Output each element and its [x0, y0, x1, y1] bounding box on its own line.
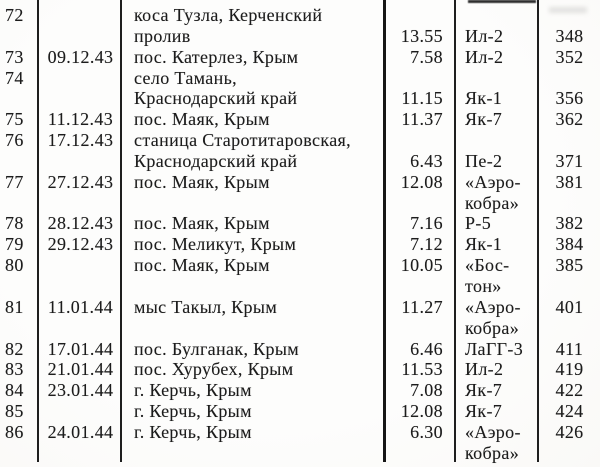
cell-aircraft: «Аэро-: [465, 171, 521, 192]
cell-aircraft: Ил-2: [465, 25, 504, 46]
cell-time: 6.46: [410, 338, 443, 359]
cell-aircraft: [456, 68, 539, 89]
cell-location: село Тамань,: [134, 67, 238, 88]
cell-date: [39, 88, 122, 109]
cell-location: [122, 318, 386, 339]
cell-date: [39, 401, 122, 422]
cell-row-number: [0, 318, 39, 339]
cell-aircraft: Як-1: [465, 234, 503, 255]
cell-date: 11.01.44: [47, 296, 114, 317]
cell-date: 29.12.43: [47, 234, 114, 255]
cell-time: 13.55: [400, 25, 443, 46]
cell-row-number: 75: [5, 109, 24, 130]
table-line: [0, 276, 600, 297]
cell-date: 23.01.44: [47, 380, 114, 401]
cropped-row-remnant: [468, 0, 536, 3]
cell-aircraft: Ил-2: [465, 359, 504, 380]
cell-aircraft: «Бос-: [465, 255, 510, 276]
cell-row-number: 80: [5, 255, 24, 276]
cell-row-number: [0, 88, 39, 109]
cell-sortie-number: 426: [555, 421, 584, 442]
cell-date: 17.12.43: [47, 130, 114, 151]
cell-time: 12.08: [400, 171, 443, 192]
cell-date: [39, 26, 122, 47]
table-line: [0, 213, 600, 234]
cell-row-number: 79: [5, 234, 24, 255]
table-line: [0, 422, 600, 443]
cell-date: [39, 255, 122, 276]
cell-date: [39, 318, 122, 339]
cell-time: 7.12: [410, 234, 443, 255]
table-line: [0, 443, 600, 464]
cell-sortie-number: 356: [555, 88, 584, 109]
cell-date: [39, 151, 122, 172]
cell-location: пос. Меликут, Крым: [134, 234, 297, 255]
cell-aircraft: Як-7: [465, 401, 503, 422]
cell-location: пос. Маяк, Крым: [134, 255, 270, 276]
cell-aircraft: [456, 130, 539, 151]
cell-sortie-number: [539, 193, 600, 214]
cell-date: 28.12.43: [47, 213, 114, 234]
cell-time: 11.53: [401, 359, 443, 380]
cell-date: 11.12.43: [47, 109, 114, 130]
cell-date: 27.12.43: [47, 171, 114, 192]
cell-aircraft: «Аэро-: [465, 421, 521, 442]
table-line: [0, 151, 600, 172]
cell-location: коса Тузла, Керченский: [134, 5, 323, 25]
cell-sortie-number: [539, 5, 600, 26]
cell-aircraft: Як-7: [465, 380, 503, 401]
table-line: [0, 47, 600, 68]
table-line: [0, 88, 600, 109]
cell-sortie-number: 384: [555, 234, 584, 255]
cell-location: пос. Катерлез, Крым: [134, 46, 299, 67]
cell-location: пос. Маяк, Крым: [134, 171, 270, 192]
cell-location: г. Керчь, Крым: [134, 380, 252, 401]
table-line: [0, 26, 600, 47]
cell-sortie-number: 422: [555, 380, 584, 401]
cell-row-number: [0, 26, 39, 47]
cell-date: [39, 276, 122, 297]
cell-time: [386, 5, 456, 26]
cell-sortie-number: 385: [555, 255, 584, 276]
table-line: [0, 401, 600, 422]
cell-sortie-number: [539, 130, 600, 151]
cell-row-number: [0, 276, 39, 297]
table-line: [0, 318, 600, 339]
cell-sortie-number: 424: [555, 401, 584, 422]
cell-time: 6.43: [410, 150, 443, 171]
cell-aircraft: кобра»: [465, 192, 520, 213]
cell-aircraft: Як-1: [465, 88, 503, 109]
cell-location: [122, 193, 386, 214]
cell-location: г. Керчь, Крым: [134, 421, 252, 442]
cell-date: [39, 443, 122, 464]
cell-aircraft: [456, 5, 539, 26]
cell-time: [386, 130, 456, 151]
cell-row-number: 74: [5, 67, 24, 88]
cell-aircraft: Пе-2: [465, 150, 503, 171]
cell-time: 10.05: [400, 255, 443, 276]
cell-row-number: 86: [5, 421, 24, 442]
cell-time: 12.08: [400, 401, 443, 422]
cell-row-number: 73: [5, 46, 24, 67]
cell-sortie-number: [539, 276, 600, 297]
cell-row-number: 84: [5, 380, 24, 401]
table-line: [0, 359, 600, 380]
cell-row-number: 78: [5, 213, 24, 234]
table-line: [0, 130, 600, 151]
cell-date: [39, 5, 122, 26]
cell-time: [386, 193, 456, 214]
cell-date: [39, 68, 122, 89]
cell-row-number: 83: [5, 359, 24, 380]
cell-location: мыс Такыл, Крым: [134, 296, 278, 317]
cell-sortie-number: 381: [555, 171, 584, 192]
cell-time: 11.15: [401, 88, 443, 109]
cell-time: 7.58: [410, 46, 443, 67]
cell-location: пос. Маяк, Крым: [134, 213, 270, 234]
cell-location: пос. Маяк, Крым: [134, 109, 270, 130]
cell-sortie-number: [539, 68, 600, 89]
table-line: [0, 297, 600, 318]
cell-row-number: [0, 151, 39, 172]
table-line: [0, 193, 600, 214]
cell-row-number: [0, 443, 39, 464]
table-body: [0, 5, 600, 464]
cell-location: [122, 443, 386, 464]
cell-time: 7.08: [410, 380, 443, 401]
table-line: [0, 255, 600, 276]
cell-sortie-number: 362: [555, 109, 584, 130]
cell-row-number: 72: [5, 5, 24, 25]
cell-sortie-number: 371: [555, 150, 584, 171]
cell-aircraft: Як-7: [465, 109, 503, 130]
cell-location: г. Керчь, Крым: [134, 401, 252, 422]
cell-sortie-number: 411: [555, 338, 584, 359]
cell-time: 6.30: [410, 421, 443, 442]
cell-aircraft: тон»: [465, 275, 502, 296]
cell-sortie-number: [539, 318, 600, 339]
table-line: [0, 234, 600, 255]
cell-time: 11.27: [401, 296, 443, 317]
cell-sortie-number: 348: [555, 25, 584, 46]
table-line: [0, 5, 600, 26]
cell-aircraft: кобра»: [465, 317, 520, 338]
cell-location: станица Старотитаровская,: [134, 130, 352, 151]
cell-location: пос. Булганак, Крым: [134, 338, 300, 359]
table-line: [0, 339, 600, 360]
cell-aircraft: Ил-2: [465, 46, 504, 67]
cell-date: [39, 193, 122, 214]
cell-date: 17.01.44: [47, 338, 114, 359]
cell-location: пролив: [134, 25, 191, 46]
cell-time: 11.37: [401, 109, 443, 130]
cell-time: [386, 318, 456, 339]
cell-row-number: 77: [5, 171, 24, 192]
cell-time: [386, 443, 456, 464]
cell-aircraft: ЛаГГ-3: [465, 338, 524, 359]
cell-row-number: 85: [5, 401, 24, 422]
cell-aircraft: «Аэро-: [465, 296, 521, 317]
cell-time: [386, 276, 456, 297]
cell-sortie-number: 382: [555, 213, 584, 234]
cell-location: [122, 276, 386, 297]
table-line: [0, 68, 600, 89]
table-line: [0, 109, 600, 130]
cell-row-number: [0, 193, 39, 214]
cell-row-number: 81: [5, 296, 24, 317]
cell-location: Краснодарский край: [134, 150, 298, 171]
cell-aircraft: Р-5: [465, 213, 492, 234]
cell-row-number: 82: [5, 338, 24, 359]
cell-sortie-number: 401: [555, 296, 584, 317]
cell-date: 21.01.44: [47, 359, 114, 380]
cell-date: 24.01.44: [47, 421, 114, 442]
cell-location: Краснодарский край: [134, 88, 298, 109]
table-line: [0, 172, 600, 193]
cell-sortie-number: [539, 443, 600, 464]
cell-location: пос. Хурубех, Крым: [134, 359, 294, 380]
cell-row-number: 76: [5, 130, 24, 151]
cell-date: 09.12.43: [47, 46, 114, 67]
table-line: [0, 380, 600, 401]
cell-aircraft: кобра»: [465, 442, 520, 463]
cell-time: [386, 68, 456, 89]
cell-sortie-number: 419: [555, 359, 584, 380]
cell-sortie-number: 352: [555, 46, 584, 67]
cell-time: 7.16: [410, 213, 443, 234]
